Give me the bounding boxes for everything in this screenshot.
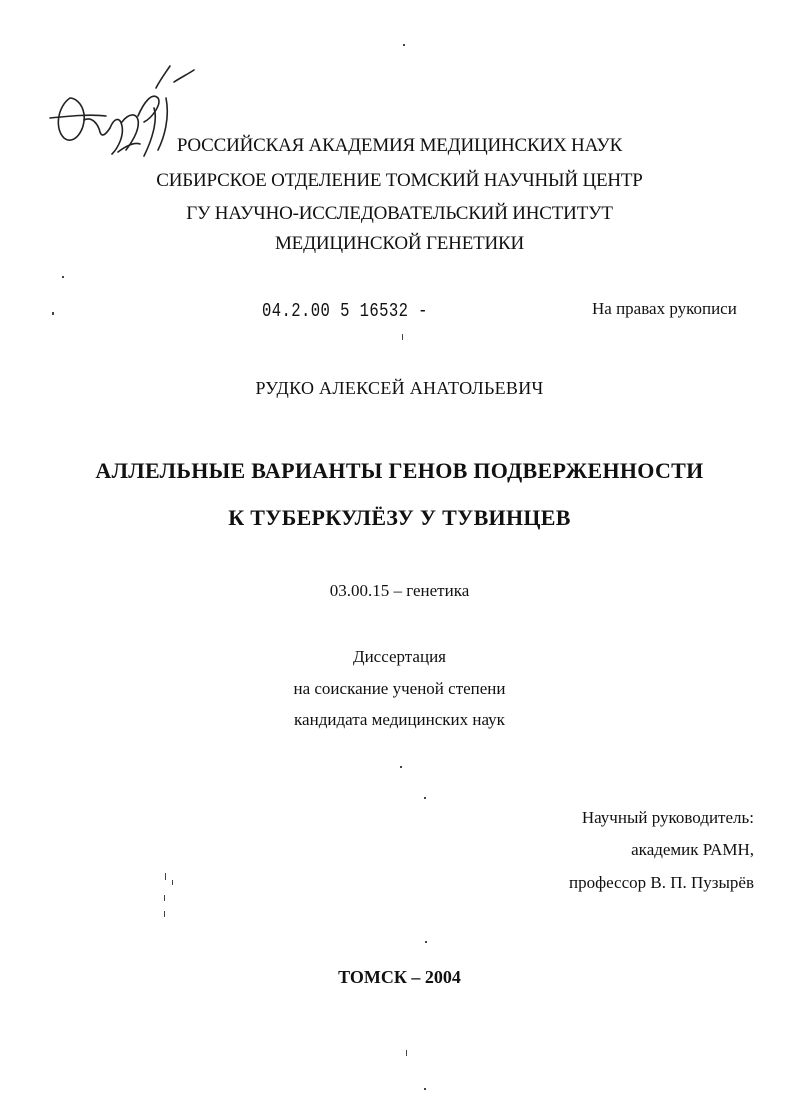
rights-note: На правах рукописи (592, 299, 737, 318)
registration-code: 04.2.00 5 16532 - (262, 300, 428, 322)
institution-line-4: МЕДИЦИНСКОЙ ГЕНЕТИКИ (274, 233, 525, 254)
specialty: 03.00.15 – генетика (329, 581, 470, 600)
degree-line-1: Диссертация (352, 647, 446, 666)
place-year: ТОМСК – 2004 (338, 967, 461, 987)
degree-line-3: кандидата медицинских наук (294, 710, 505, 729)
scan-speck (52, 312, 54, 315)
scan-speck (164, 911, 165, 917)
institution-line-3: ГУ НАУЧНО-ИССЛЕДОВАТЕЛЬСКИЙ ИНСТИТУТ (186, 203, 613, 224)
scan-speck (62, 276, 64, 278)
scan-speck (164, 895, 165, 901)
scan-speck (424, 1088, 426, 1090)
scan-speck (165, 873, 166, 880)
scan-speck (400, 766, 402, 768)
scan-speck (172, 880, 173, 885)
dissertation-title-line-2: К ТУБЕРКУЛЁЗУ У ТУВИНЦЕВ (228, 505, 571, 530)
institution-line-2: СИБИРСКОЕ ОТДЕЛЕНИЕ ТОМСКИЙ НАУЧНЫЙ ЦЕНТР (156, 170, 643, 191)
scan-speck (406, 1050, 407, 1056)
scan-speck (403, 44, 405, 46)
scan-speck (424, 797, 426, 799)
supervisor-rank: академик РАМН, (631, 840, 754, 859)
supervisor-label: Научный руководитель: (581, 808, 754, 827)
scan-speck (425, 941, 427, 943)
supervisor-name: профессор В. П. Пузырёв (568, 873, 754, 892)
scan-speck (402, 334, 403, 340)
degree-line-2: на соискание ученой степени (293, 679, 506, 698)
dissertation-title-line-1: АЛЛЕЛЬНЫЕ ВАРИАНТЫ ГЕНОВ ПОДВЕРЖЕННОСТИ (95, 458, 704, 483)
institution-line-1: РОССИЙСКАЯ АКАДЕМИЯ МЕДИЦИНСКИХ НАУК (176, 135, 623, 156)
author-name: РУДКО АЛЕКСЕЙ АНАТОЛЬЕВИЧ (255, 378, 544, 398)
